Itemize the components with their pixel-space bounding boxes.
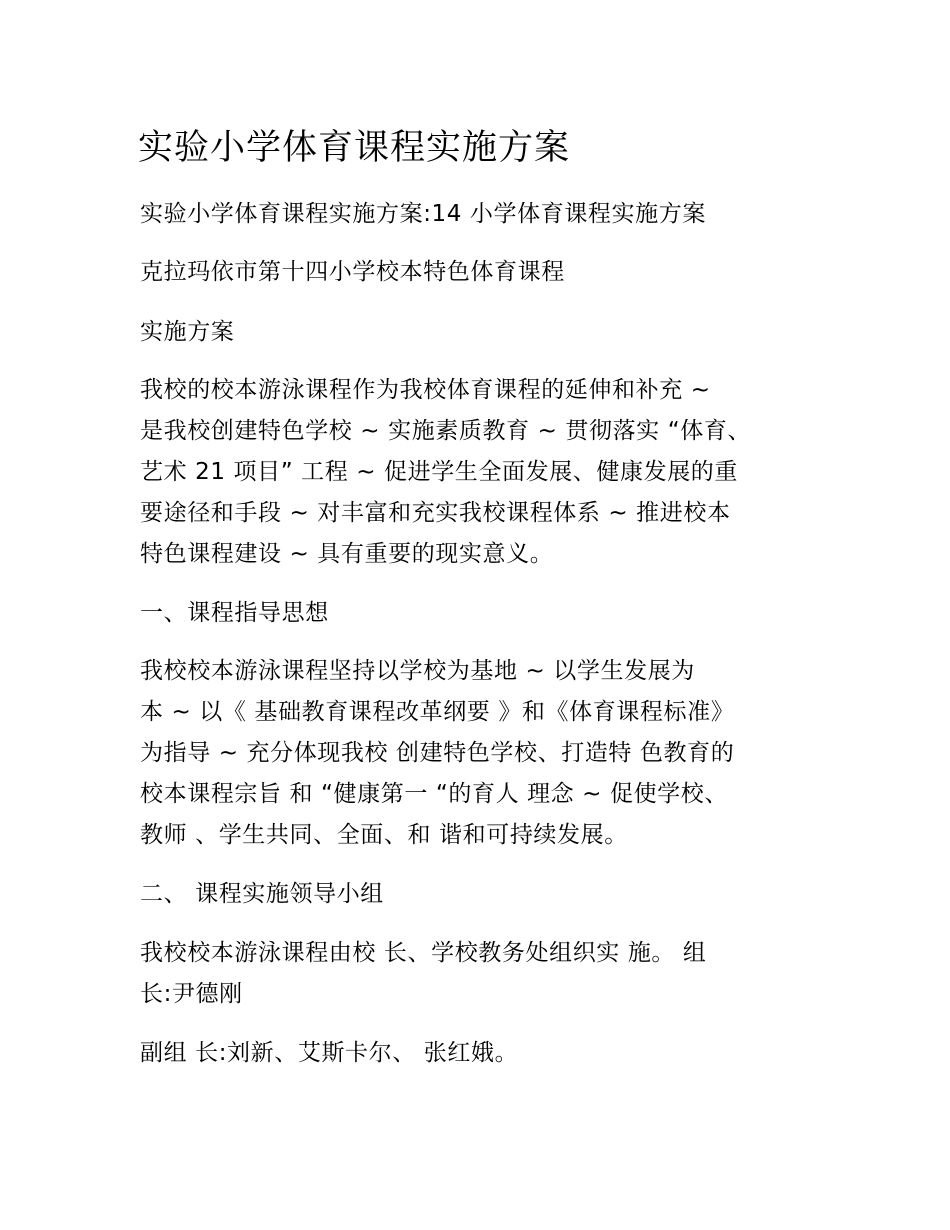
section-paragraph-line: 为指导 ~ 充分体现我校 创建特色学校、打造特 色教育的 [140,740,735,766]
intro-line: 是我校创建特色学校 ~ 实施素质教育 ~ 贯彻落实 “体育、 [140,418,752,444]
section-paragraph-line: 教师 、学生共同、全面、和 谐和可持续发展。 [140,822,628,848]
section-paragraph-line: 长:尹德刚 [140,981,243,1007]
intro-line: 我校的校本游泳课程作为我校体育课程的延伸和补充 ~ [140,377,711,403]
school-line: 克拉玛依市第十四小学校本特色体育课程 [140,259,565,285]
document-title: 实验小学体育课程实施方案 [138,128,571,168]
plan-line: 实施方案 [140,319,235,345]
document-subtitle: 实验小学体育课程实施方案:14 小学体育课程实施方案 [140,201,706,227]
section-paragraph-line: 本 ~ 以《 基础教育课程改革纲要 》和《体育课程标准》 [140,699,735,725]
deputy-leaders-line: 副组 长:刘新、艾斯卡尔、 张红娥。 [140,1040,519,1066]
section-paragraph-line: 我校校本游泳课程坚持以学校为基地 ~ 以学生发展为 [140,658,695,684]
intro-line: 艺术 21 项目” 工程 ~ 促进学生全面发展、健康发展的重 [140,459,739,485]
section-heading-guiding-ideology: 一、课程指导思想 [140,600,329,626]
section-paragraph-line: 我校校本游泳课程由校 长、学校教务处组织实 施。 组 [140,940,707,966]
intro-line: 特色课程建设 ~ 具有重要的现实意义。 [140,541,554,567]
section-heading-leadership-group: 二、 课程实施领导小组 [140,881,384,907]
section-paragraph-line: 校本课程宗旨 和 “健康第一 “的育人 理念 ~ 促使学校、 [140,781,728,807]
intro-line: 要途径和手段 ~ 对丰富和充实我校课程体系 ~ 推进校本 [140,500,731,526]
